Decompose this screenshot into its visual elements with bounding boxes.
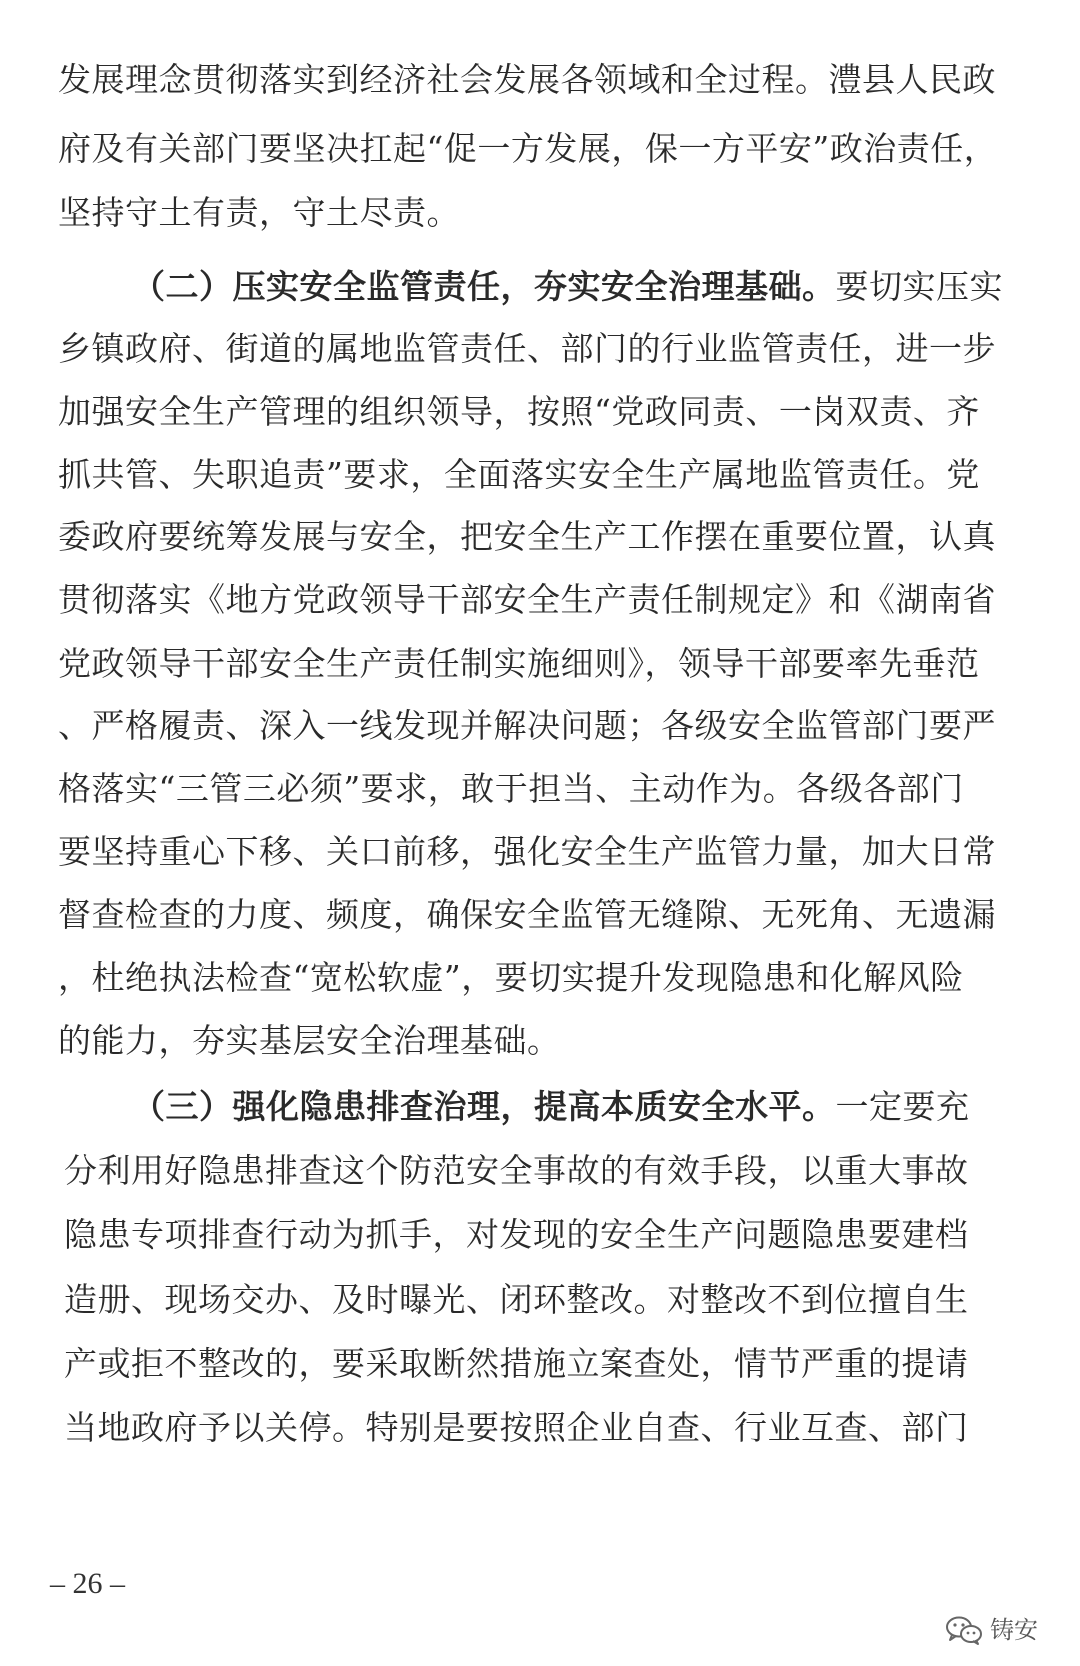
- text-line: 委政府要统筹发展与安全，把安全生产工作摆在重要位置，认真: [58, 517, 996, 556]
- text-line: 格落实“三管三必须”要求，敢于担当、主动作为。各级各部门: [58, 769, 964, 808]
- text-line: 造册、现场交办、及时曝光、闭环整改。对整改不到位擅自生: [64, 1280, 969, 1319]
- watermark: [944, 1612, 1038, 1648]
- section-heading-line: （二）压实安全监管责任，夯实安全治理基础。要切实压实: [132, 267, 1003, 306]
- text-line: 党政领导干部安全生产责任制实施细则》，领导干部要率先垂范: [58, 644, 980, 683]
- text-line: 隐患专项排查行动为抓手，对发现的安全生产问题隐患要建档: [64, 1215, 969, 1254]
- text-line: ，杜绝执法检查“宽松软虚”，要切实提升发现隐患和化解风险: [58, 958, 964, 997]
- text-line: 的能力，夯实基层安全治理基础。: [58, 1021, 561, 1060]
- text-line: 产或拒不整改的，要采取断然措施立案查处，情节严重的提请: [64, 1344, 969, 1383]
- wechat-icon: [944, 1614, 984, 1646]
- text-line: 乡镇政府、街道的属地监管责任、部门的行业监管责任，进一步: [58, 329, 996, 368]
- text-line: 坚持守土有责，守土尽责。: [58, 193, 460, 232]
- text-line: 发展理念贯彻落实到经济社会发展各领域和全过程。澧县人民政: [58, 60, 996, 99]
- text-line: 要坚持重心下移、关口前移，强化安全生产监管力量，加大日常: [58, 832, 996, 871]
- text-line: 分利用好隐患排查这个防范安全事故的有效手段，以重大事故: [64, 1151, 969, 1190]
- page-number: – 26 –: [50, 1567, 125, 1600]
- text-line: 府及有关部门要坚决扛起“促一方发展，保一方平安”政治责任，: [58, 129, 998, 168]
- section-heading: （三）强化隐患排查治理，提高本质安全水平。: [132, 1087, 836, 1126]
- text-line: 督查检查的力度、频度，确保安全监管无缝隙、无死角、无遗漏: [58, 895, 996, 934]
- section-heading: （二）压实安全监管责任，夯实安全治理基础。: [132, 267, 836, 306]
- text-line: 贯彻落实《地方党政领导干部安全生产责任制规定》和《湖南省: [58, 580, 996, 619]
- text-line: 、严格履责、深入一线发现并解决问题；各级安全监管部门要严: [58, 706, 996, 745]
- text-line: 当地政府予以关停。特别是要按照企业自查、行业互查、部门: [64, 1408, 969, 1447]
- text-line: 加强安全生产管理的组织领导，按照“党政同责、一岗双责、齐: [58, 392, 980, 431]
- section-heading-line: （三）强化隐患排查治理，提高本质安全水平。一定要充: [132, 1087, 970, 1126]
- text-line: 抓共管、失职追责”要求，全面落实安全生产属地监管责任。党: [58, 455, 980, 494]
- watermark-text: 铸安: [990, 1616, 1038, 1644]
